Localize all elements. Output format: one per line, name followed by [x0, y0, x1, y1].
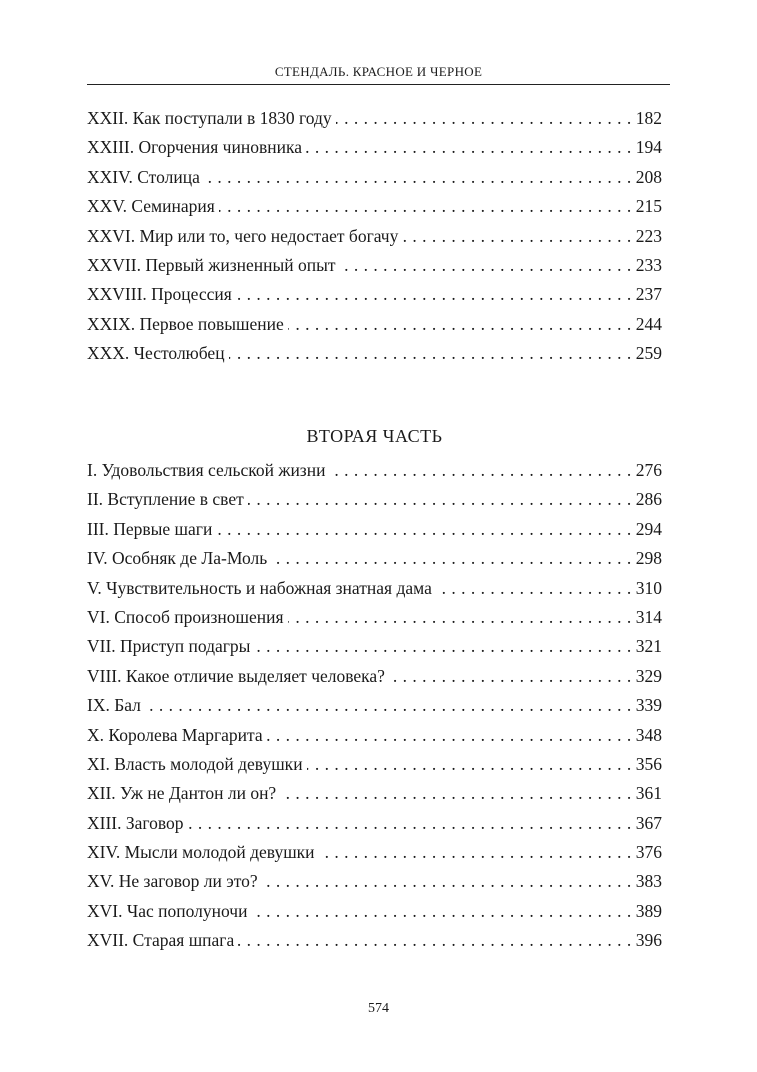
toc-entry — [87, 192, 662, 221]
toc-entry — [87, 515, 662, 544]
toc-entry-page: 339 — [635, 695, 662, 716]
dot-leader — [145, 691, 632, 720]
toc-entry — [87, 926, 662, 955]
toc-part-two — [87, 456, 662, 956]
dot-leader — [329, 456, 631, 485]
toc-entry-title: VIII. Какое отличие выделяет человека? — [87, 665, 385, 686]
toc-entry-title: XXIV. Столица — [87, 166, 200, 187]
toc-entry — [87, 574, 662, 603]
toc-entry-title: X. Королева Маргарита — [87, 724, 263, 745]
toc-entry-title: XXV. Семинария — [87, 196, 215, 217]
toc-entry-title: I. Удовольствия сельской жизни — [87, 460, 326, 480]
toc-entry-title: XXVII. Первый жизненный опыт — [87, 254, 336, 275]
dot-leader — [307, 750, 632, 779]
toc-entry — [87, 662, 662, 691]
toc-entry-title: VI. Способ произношения — [87, 606, 284, 627]
dot-leader — [204, 163, 632, 192]
toc-entry — [87, 456, 662, 485]
toc-entry-title: XIV. Мысли молодой девушки — [87, 842, 315, 863]
toc-entry-title: XXX. Честолюбец — [87, 343, 225, 364]
toc-entry-title: IV. Особняк де Ла-Моль — [87, 548, 268, 569]
toc-entry-page: 348 — [635, 724, 662, 745]
dot-leader — [254, 632, 631, 661]
toc-entry-page: 223 — [635, 225, 662, 246]
toc-entry-title: XXVI. Мир или то, чего недостает богачу — [87, 225, 399, 246]
toc-entry-page: 298 — [635, 548, 662, 569]
toc-entry — [87, 133, 662, 162]
dot-leader — [319, 838, 632, 867]
dot-leader — [340, 251, 632, 280]
toc-entry-title: XXVIII. Процессия — [87, 284, 232, 305]
page-number: 574 — [368, 1001, 389, 1016]
toc-entry-title: IX. Бал — [87, 695, 141, 716]
toc-entry-page: 376 — [635, 842, 662, 863]
toc-entry-title: XXII. Как поступали в 1830 году — [87, 108, 332, 128]
toc-entry-page: 396 — [635, 930, 662, 951]
toc-entry — [87, 163, 662, 192]
toc-entry — [87, 104, 662, 133]
toc-entry-page: 259 — [635, 343, 662, 364]
toc-entry — [87, 310, 662, 339]
toc-entry-page: 286 — [635, 489, 662, 510]
dot-leader — [436, 574, 632, 603]
dot-leader — [238, 926, 632, 955]
toc-entry — [87, 838, 662, 867]
toc-entry-page: 314 — [635, 606, 662, 627]
dot-leader — [188, 809, 632, 838]
toc-entry — [87, 750, 662, 779]
dot-leader — [236, 280, 632, 309]
toc-entry-page: 182 — [635, 108, 662, 128]
toc-entry — [87, 222, 662, 251]
toc-entry-page: 194 — [635, 137, 662, 158]
toc-entry-page: 208 — [635, 166, 662, 187]
dot-leader — [402, 222, 631, 251]
dot-leader — [288, 310, 632, 339]
dot-leader — [288, 603, 632, 632]
toc-entry-page: 361 — [635, 783, 662, 804]
toc-entry-page: 356 — [635, 753, 662, 774]
dot-leader — [389, 662, 632, 691]
dot-leader — [271, 544, 632, 573]
toc-entry-title: XV. Не заговор ли это? — [87, 871, 258, 892]
toc-entry — [87, 897, 662, 926]
toc-entry — [87, 691, 662, 720]
dot-leader — [336, 104, 632, 133]
toc-entry — [87, 485, 662, 514]
toc-entry-page: 329 — [635, 665, 662, 686]
toc-entry-page: 215 — [635, 196, 662, 217]
toc-entry-title: XXIII. Огорчения чиновника — [87, 137, 302, 158]
toc-entry-page: 233 — [635, 254, 662, 275]
toc-entry-title: XXIX. Первое повышение — [87, 313, 284, 334]
dot-leader — [267, 721, 632, 750]
toc-entry — [87, 603, 662, 632]
toc-entry-page: 294 — [635, 518, 662, 539]
toc-entry — [87, 251, 662, 280]
toc-entry-title: XIII. Заговор — [87, 812, 184, 833]
toc-entry-page: 276 — [635, 460, 662, 480]
dot-leader — [219, 192, 632, 221]
toc-entry — [87, 544, 662, 573]
running-head: СТЕНДАЛЬ. КРАСНОЕ И ЧЕРНОЕ — [274, 64, 483, 79]
toc-entry-title: XI. Власть молодой девушки — [87, 753, 303, 774]
part-two-heading: ВТОРАЯ ЧАСТЬ — [306, 426, 443, 446]
toc-entry-title: XII. Уж не Дантон ли он? — [87, 783, 277, 804]
dot-leader — [262, 867, 632, 896]
toc-entry-page: 321 — [635, 636, 662, 657]
toc-entry-page: 383 — [635, 871, 662, 892]
toc-entry-page: 389 — [635, 900, 662, 921]
dot-leader — [216, 515, 631, 544]
toc-entry-title: XVII. Старая шпага — [87, 930, 235, 951]
toc-entry — [87, 632, 662, 661]
toc-entry-page: 244 — [635, 313, 662, 334]
dot-leader — [306, 133, 632, 162]
toc-entry-title: II. Вступление в свет — [87, 489, 244, 510]
toc-entry-title: III. Первые шаги — [87, 518, 213, 539]
toc-entry — [87, 809, 662, 838]
dot-leader — [251, 897, 631, 926]
toc-entry-title: V. Чувствительность и набожная знатная дама — [87, 577, 432, 598]
toc-part-one — [87, 104, 662, 369]
toc-entry-page: 367 — [635, 812, 662, 833]
toc-entry — [87, 779, 662, 808]
toc-entry — [87, 339, 662, 368]
dot-leader — [229, 339, 632, 368]
toc-entry — [87, 867, 662, 896]
toc-entry-page: 310 — [635, 577, 662, 598]
toc-entry-page: 237 — [635, 284, 662, 305]
toc-entry-title: VII. Приступ подагры — [87, 636, 251, 657]
toc-entry-title: XVI. Час пополуночи — [87, 900, 248, 921]
dot-leader — [248, 485, 632, 514]
toc-entry — [87, 280, 662, 309]
dot-leader — [280, 779, 632, 808]
header-rule — [87, 84, 670, 85]
toc-entry — [87, 721, 662, 750]
